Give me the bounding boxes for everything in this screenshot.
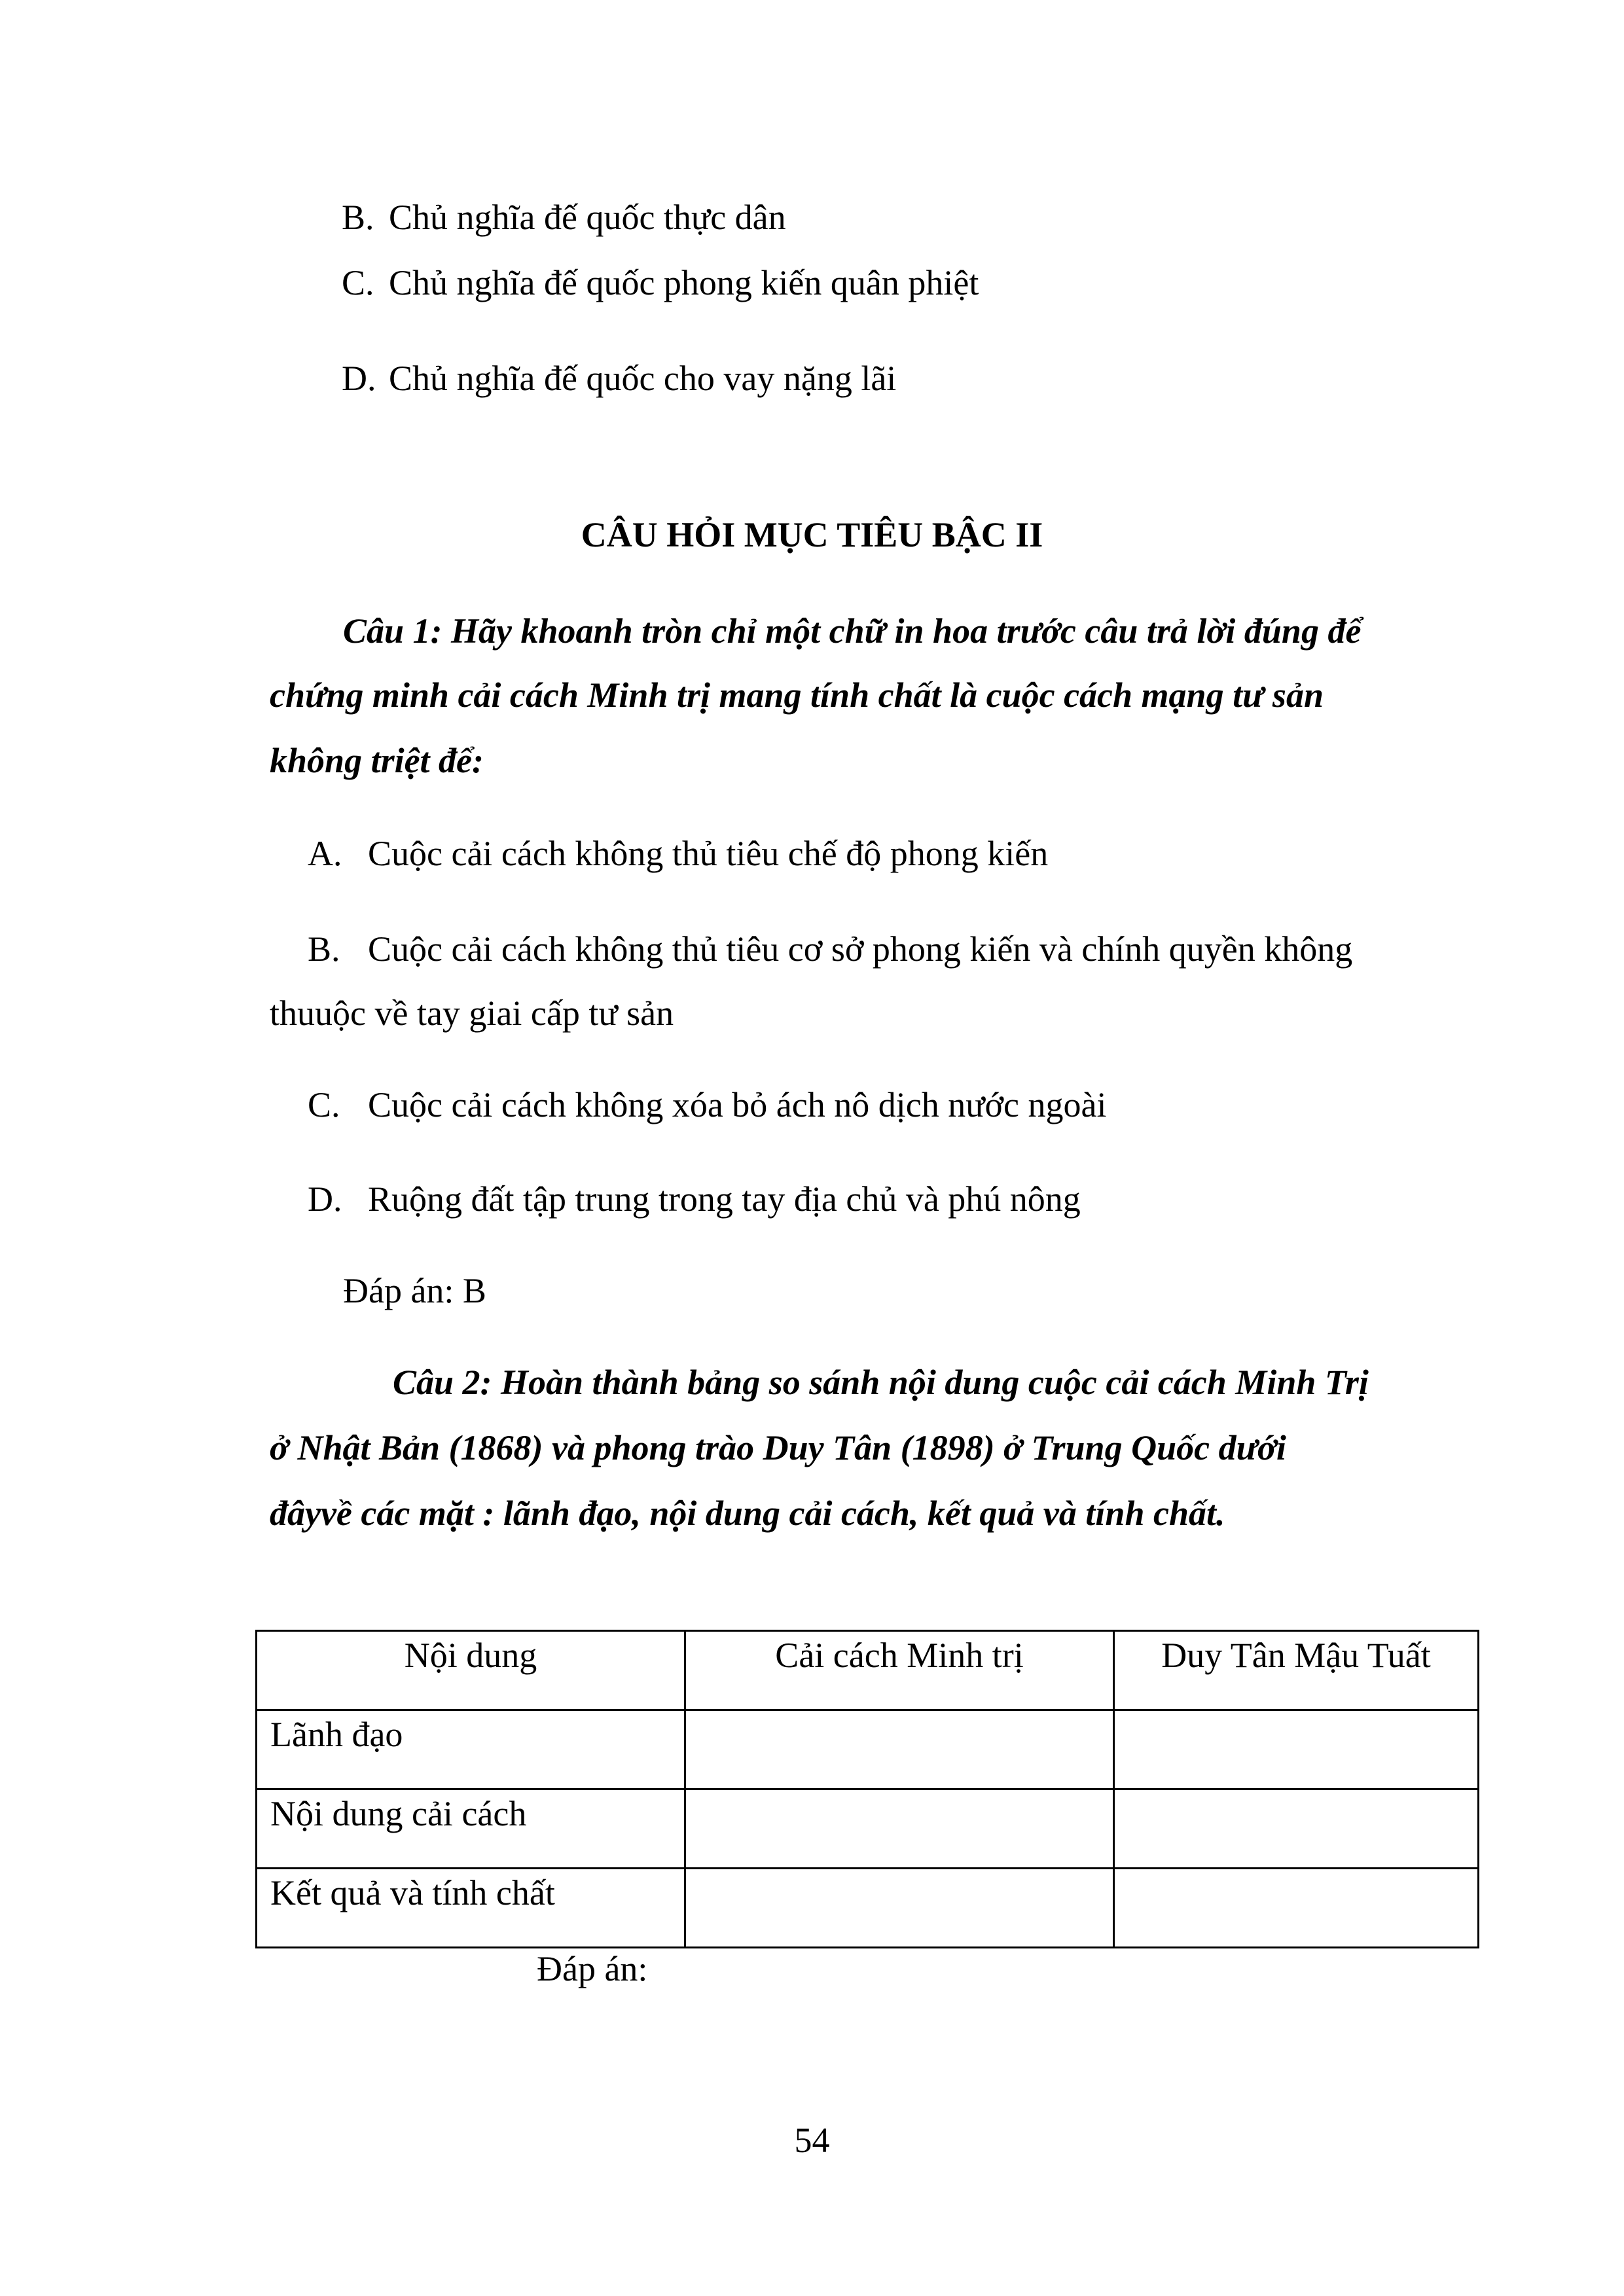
q2-text-line-1: Câu 2: Hoàn thành bảng so sánh nội dung cuộc cải cách Minh Trị — [393, 1363, 1369, 1402]
option-text: Chủ nghĩa đế quốc phong kiến quân phiệt — [389, 263, 979, 302]
q1-text-line-1: Câu 1: Hãy khoanh tròn chỉ một chữ in hoa trước câu trả lời đúng để — [343, 611, 1362, 651]
section-heading: CÂU HỎI MỤC TIÊU BẬC II — [581, 515, 1043, 554]
option-label: C. — [308, 1085, 340, 1124]
option-label: D. — [342, 359, 376, 398]
prev-option-d — [342, 357, 896, 399]
table-header-cell: Duy Tân Mậu Tuất — [1114, 1631, 1479, 1710]
option-label: B. — [308, 929, 340, 969]
option-label: B. — [342, 198, 374, 237]
table-cell-empty — [685, 1869, 1114, 1948]
option-text: Chủ nghĩa đế quốc cho vay nặng lãi — [389, 359, 897, 398]
table-cell-empty — [685, 1789, 1114, 1869]
table-row — [257, 1869, 1479, 1948]
table-header-cell: Cải cách Minh trị — [685, 1631, 1114, 1710]
table-cell-empty — [1114, 1869, 1479, 1948]
table-row — [257, 1789, 1479, 1869]
table-row-label: Kết quả và tính chất — [257, 1869, 685, 1948]
q1-answer: Đáp án: B — [343, 1271, 486, 1310]
q2-text-line-3: đâyvề các mặt : lãnh đạo, nội dung cải cách, kết quả và tính chất. — [270, 1494, 1225, 1533]
prev-option-c — [342, 262, 979, 304]
q1-text-line-3: không triệt để: — [270, 741, 484, 780]
table-header-row — [257, 1631, 1479, 1710]
q1-text-line-2: chứng minh cải cách Minh trị mang tính chất là cuộc cách mạng tư sản — [270, 675, 1324, 715]
page-number: 54 — [794, 2121, 830, 2160]
table-cell-empty — [1114, 1789, 1479, 1869]
table-row-label: Nội dung cải cách — [257, 1789, 685, 1869]
option-text: Cuộc cải cách không thủ tiêu cơ sở phong kiến và chính quyền không — [368, 929, 1353, 969]
q1-option-d — [308, 1178, 1081, 1220]
table-header-cell: Nội dung — [257, 1631, 685, 1710]
option-text: Chủ nghĩa đế quốc thực dân — [389, 198, 786, 237]
option-text: Cuộc cải cách không xóa bỏ ách nô dịch nước ngoài — [368, 1085, 1107, 1124]
comparison-table — [255, 1630, 1479, 1948]
q1-option-a — [308, 833, 1048, 874]
table-cell-empty — [685, 1710, 1114, 1789]
option-label: C. — [342, 263, 374, 302]
q1-option-c — [308, 1084, 1106, 1126]
option-text: Cuộc cải cách không thủ tiêu chế độ phong kiến — [368, 834, 1049, 873]
q2-text-line-2: ở Nhật Bản (1868) và phong trào Duy Tân (1898) ở Trung Quốc dưới — [270, 1428, 1286, 1467]
option-text: Ruộng đất tập trung trong tay địa chủ và phú nông — [368, 1179, 1081, 1219]
table-row-label: Lãnh đạo — [257, 1710, 685, 1789]
prev-option-b — [342, 196, 786, 238]
table-cell-empty — [1114, 1710, 1479, 1789]
option-label: A. — [308, 834, 342, 873]
table-row — [257, 1710, 1479, 1789]
option-label: D. — [308, 1179, 342, 1219]
q1-option-b — [308, 928, 1352, 970]
q2-answer: Đáp án: — [537, 1949, 648, 1988]
q1-option-b-continuation: thuuộc về tay giai cấp tư sản — [270, 994, 674, 1033]
